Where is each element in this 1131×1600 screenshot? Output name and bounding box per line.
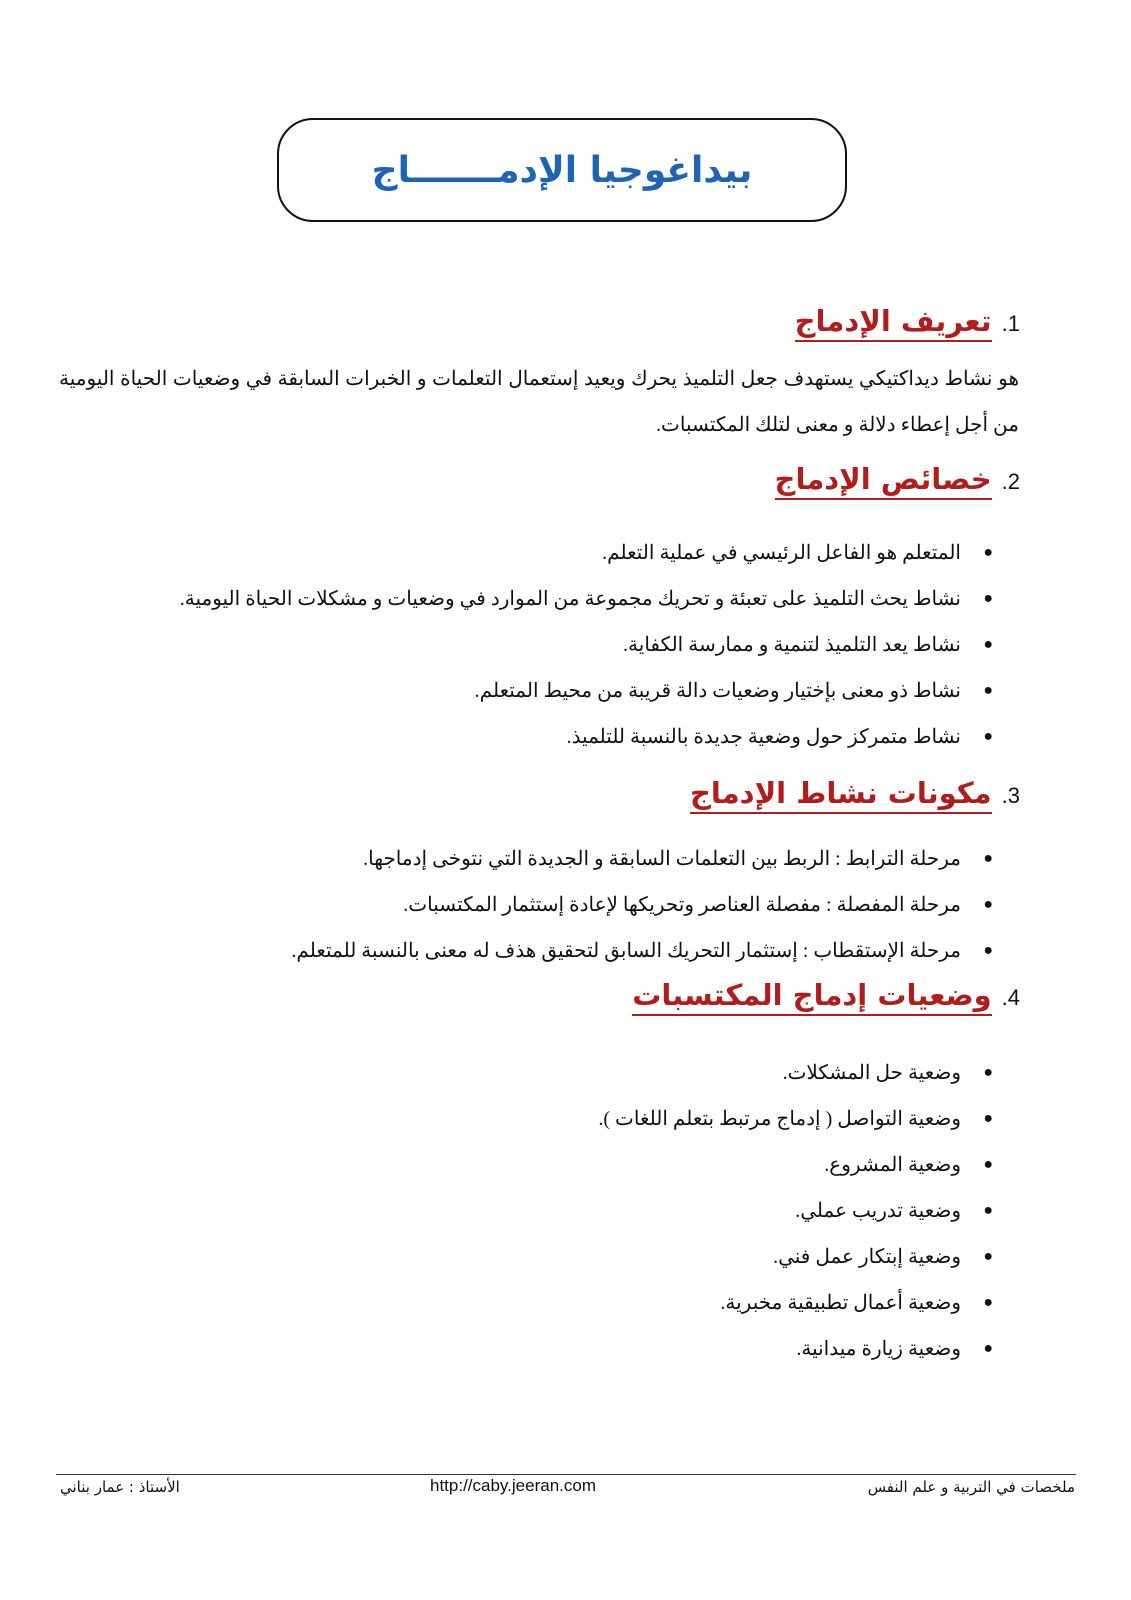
list-item: ● نشاط ذو معنى بإختيار وضعيات دالة قريبة من محيط المتعلم. bbox=[61, 668, 961, 714]
title-box bbox=[277, 118, 847, 222]
section-title: خصائص الإدماج bbox=[775, 462, 992, 500]
section-1-paragraph: هو نشاط ديداكتيكي يستهدف جعل التلميذ يحرك ويعيد إستعمال التعلمات و الخبرات السابقة في وضعيات الحياة اليومية من أجل إعطاء دلالة و معنى لتلك المكتسبات. bbox=[59, 368, 1019, 436]
footer-author: الأستاذ : عمار بناني bbox=[60, 1478, 180, 1496]
footer-divider bbox=[56, 1474, 1076, 1475]
list-item: ● مرحلة الترابط : الربط بين التعلمات السابقة و الجديدة التي نتوخى إدماجها. bbox=[61, 836, 961, 882]
section-title: مكونات نشاط الإدماج bbox=[690, 776, 992, 814]
list-item: ● وضعية التواصل ( إدماج مرتبط بتعلم اللغات ). bbox=[61, 1096, 961, 1142]
bullet-icon: ● bbox=[983, 942, 993, 959]
bullet-icon: ● bbox=[983, 1110, 993, 1127]
list-item: ● نشاط يعد التلميذ لتنمية و ممارسة الكفاية. bbox=[61, 622, 961, 668]
list-item: ● وضعية أعمال تطبيقية مخبرية. bbox=[61, 1280, 961, 1326]
list-item: ● وضعية المشروع. bbox=[61, 1142, 961, 1188]
list-item: ● وضعية حل المشكلات. bbox=[61, 1050, 961, 1096]
section-4-heading bbox=[632, 978, 1020, 1016]
list-item: ● مرحلة الإستقطاب : إستثمار التحريك السابق لتحقيق هذف له معنى بالنسبة للمتعلم. bbox=[61, 928, 961, 974]
bullet-icon: ● bbox=[983, 1156, 993, 1173]
bullet-icon: ● bbox=[983, 896, 993, 913]
bullet-icon: ● bbox=[983, 728, 993, 745]
bullet-icon: ● bbox=[983, 1064, 993, 1081]
list-item: ● نشاط يحث التلميذ على تعبئة و تحريك مجموعة من الموارد في وضعيات و مشكلات الحياة اليومية. bbox=[61, 576, 961, 622]
bullet-icon: ● bbox=[983, 850, 993, 867]
section-number: 2. bbox=[1001, 469, 1020, 494]
section-number: 4. bbox=[1001, 985, 1020, 1010]
bullet-icon: ● bbox=[983, 1248, 993, 1265]
bullet-icon: ● bbox=[983, 1340, 993, 1357]
bullet-icon: ● bbox=[983, 636, 993, 653]
section-2-list bbox=[61, 530, 993, 760]
footer-url[interactable]: http://caby.jeeran.com bbox=[430, 1476, 596, 1495]
list-item: ● نشاط متمركز حول وضعية جديدة بالنسبة للتلميذ. bbox=[61, 714, 961, 760]
bullet-icon: ● bbox=[983, 590, 993, 607]
list-item: ● وضعية زيارة ميدانية. bbox=[61, 1326, 961, 1372]
section-3-list bbox=[61, 836, 993, 974]
list-item: ● وضعية إبتكار عمل فني. bbox=[61, 1234, 961, 1280]
bullet-icon: ● bbox=[983, 1202, 993, 1219]
section-title: وضعيات إدماج المكتسبات bbox=[632, 978, 991, 1016]
footer-course-title: ملخصات في التربية و علم النفس bbox=[867, 1478, 1075, 1496]
bullet-icon: ● bbox=[983, 544, 993, 561]
list-item: ● مرحلة المفصلة : مفصلة العناصر وتحريكها لإعادة إستثمار المكتسبات. bbox=[61, 882, 961, 928]
bullet-icon: ● bbox=[983, 682, 993, 699]
bullet-icon: ● bbox=[983, 1294, 993, 1311]
section-3-heading bbox=[690, 776, 1020, 814]
section-2-heading bbox=[775, 462, 1020, 500]
section-1-heading bbox=[795, 304, 1020, 342]
section-number: 1. bbox=[1001, 311, 1020, 336]
section-number: 3. bbox=[1001, 783, 1020, 808]
section-title: تعريف الإدماج bbox=[795, 304, 992, 342]
page-title: بيداغوجيا الإدمـــــــاج bbox=[371, 149, 753, 191]
section-4-list bbox=[61, 1050, 993, 1372]
list-item: ● وضعية تدريب عملي. bbox=[61, 1188, 961, 1234]
list-item: ● المتعلم هو الفاعل الرئيسي في عملية التعلم. bbox=[61, 530, 961, 576]
